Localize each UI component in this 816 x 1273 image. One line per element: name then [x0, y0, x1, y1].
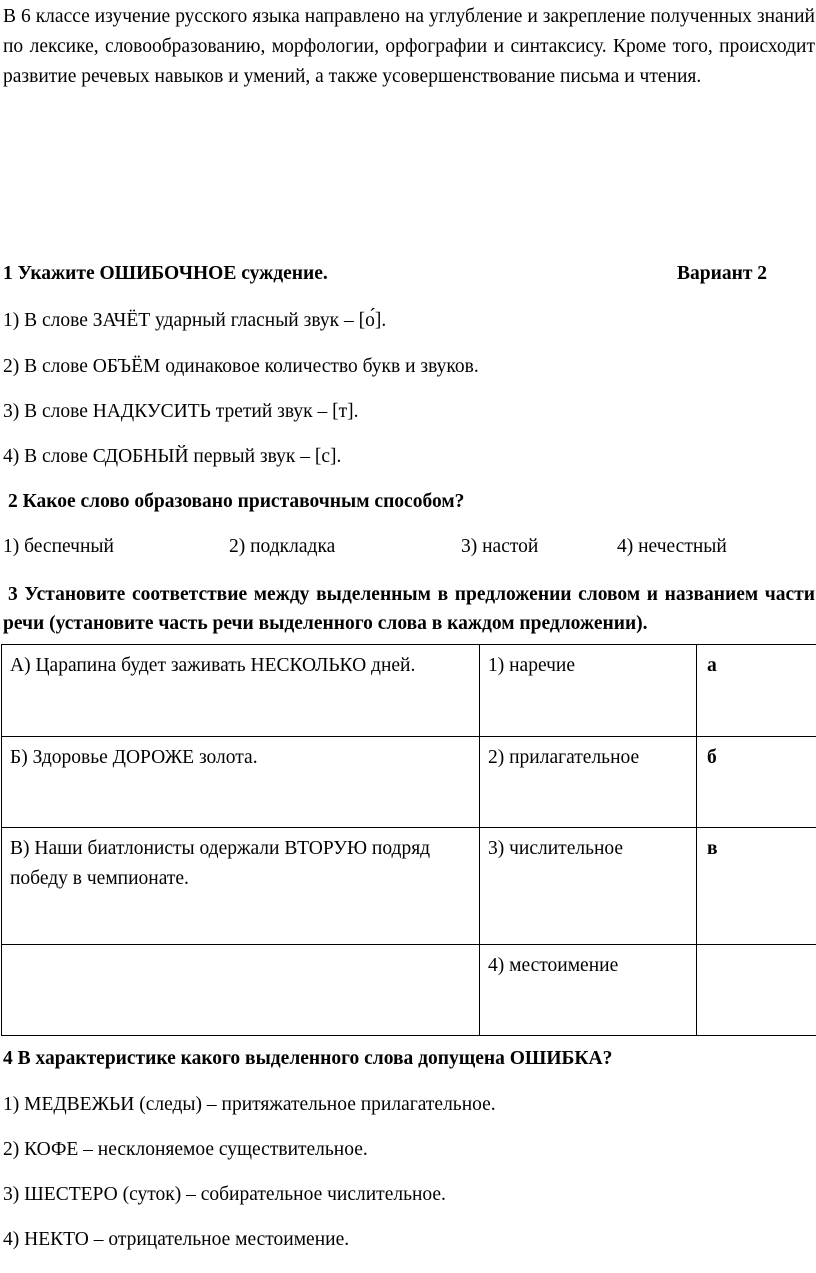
sentence-cell: А) Царапина будет заживать НЕСКОЛЬКО дней. [2, 645, 480, 737]
answer-letter: а [707, 655, 717, 676]
answer-letter [705, 955, 707, 976]
table-row [2, 828, 816, 945]
question-3-title [3, 580, 815, 638]
question-2-option-1: 1) беспечный [3, 536, 114, 557]
part-of-speech-cell: 3) числительное [480, 828, 697, 945]
sentence-cell [2, 945, 480, 1036]
part-of-speech-cell: 2) прилагательное [480, 737, 697, 828]
question-4-option-3: 3) ШЕСТЕРО (суток) – собирательное числительное. [3, 1184, 446, 1205]
answer-letter: б [707, 747, 717, 768]
intro-paragraph: В 6 классе изучение русского языка направлено на углубление и закрепление полученных знаний по лексике, словообразованию, морфологии, орфографии и синтаксису. Кроме того, происходит развитие речевых навыков и умений, а также усовершенствование письма и чтения. [3, 6, 815, 87]
variant-label: Вариант 2 [677, 263, 768, 284]
answer-cell[interactable] [697, 828, 816, 945]
question-1-title: 1 Укажите ОШИБОЧНОЕ суждение. [3, 263, 328, 284]
question-2-option-3: 3) настой [461, 536, 539, 557]
question-3-title-text: 3 Установите соответствие между выделенным в предложении словом и названием части речи (установите часть речи выделенного слова в каждом предложении). [3, 584, 815, 634]
question-2-option-4: 4) нечестный [617, 536, 727, 557]
question-1-option-4: 4) В слове СДОБНЫЙ первый звук – [с]. [3, 446, 342, 467]
part-of-speech-cell: 1) наречие [480, 645, 697, 737]
answer-letter: в [707, 838, 718, 859]
question-4-option-2: 2) КОФЕ – несклоняемое существительное. [3, 1139, 368, 1160]
answer-cell[interactable] [697, 945, 816, 1036]
sentence-cell: Б) Здоровье ДОРОЖЕ золота. [2, 737, 480, 828]
question-2-option-2: 2) подкладка [229, 536, 336, 557]
question-4-option-4: 4) НЕКТО – отрицательное местоимение. [3, 1229, 350, 1250]
sentence-cell: В) Наши биатлонисты одержали ВТОРУЮ подряд победу в чемпионате. [2, 828, 480, 945]
question-4-option-1: 1) МЕДВЕЖЬИ (следы) – притяжательное прилагательное. [3, 1094, 496, 1115]
table-row [2, 645, 816, 737]
question-1-option-1: 1) В слове ЗАЧЁТ ударный гласный звук – [о́]. [3, 310, 387, 331]
matching-table [1, 644, 816, 1036]
question-1-option-3: 3) В слове НАДКУСИТЬ третий звук – [т]. [3, 401, 359, 422]
question-1-option-2: 2) В слове ОБЪЁМ одинаковое количество букв и звуков. [3, 356, 479, 377]
answer-cell[interactable] [697, 645, 816, 737]
question-2-title: 2 Какое слово образовано приставочным способом? [8, 491, 465, 512]
table-row [2, 945, 816, 1036]
question-4-title: 4 В характеристике какого выделенного слова допущена ОШИБКА? [3, 1048, 613, 1069]
answer-cell[interactable] [697, 737, 816, 828]
part-of-speech-cell: 4) местоимение [480, 945, 697, 1036]
table-row [2, 737, 816, 828]
